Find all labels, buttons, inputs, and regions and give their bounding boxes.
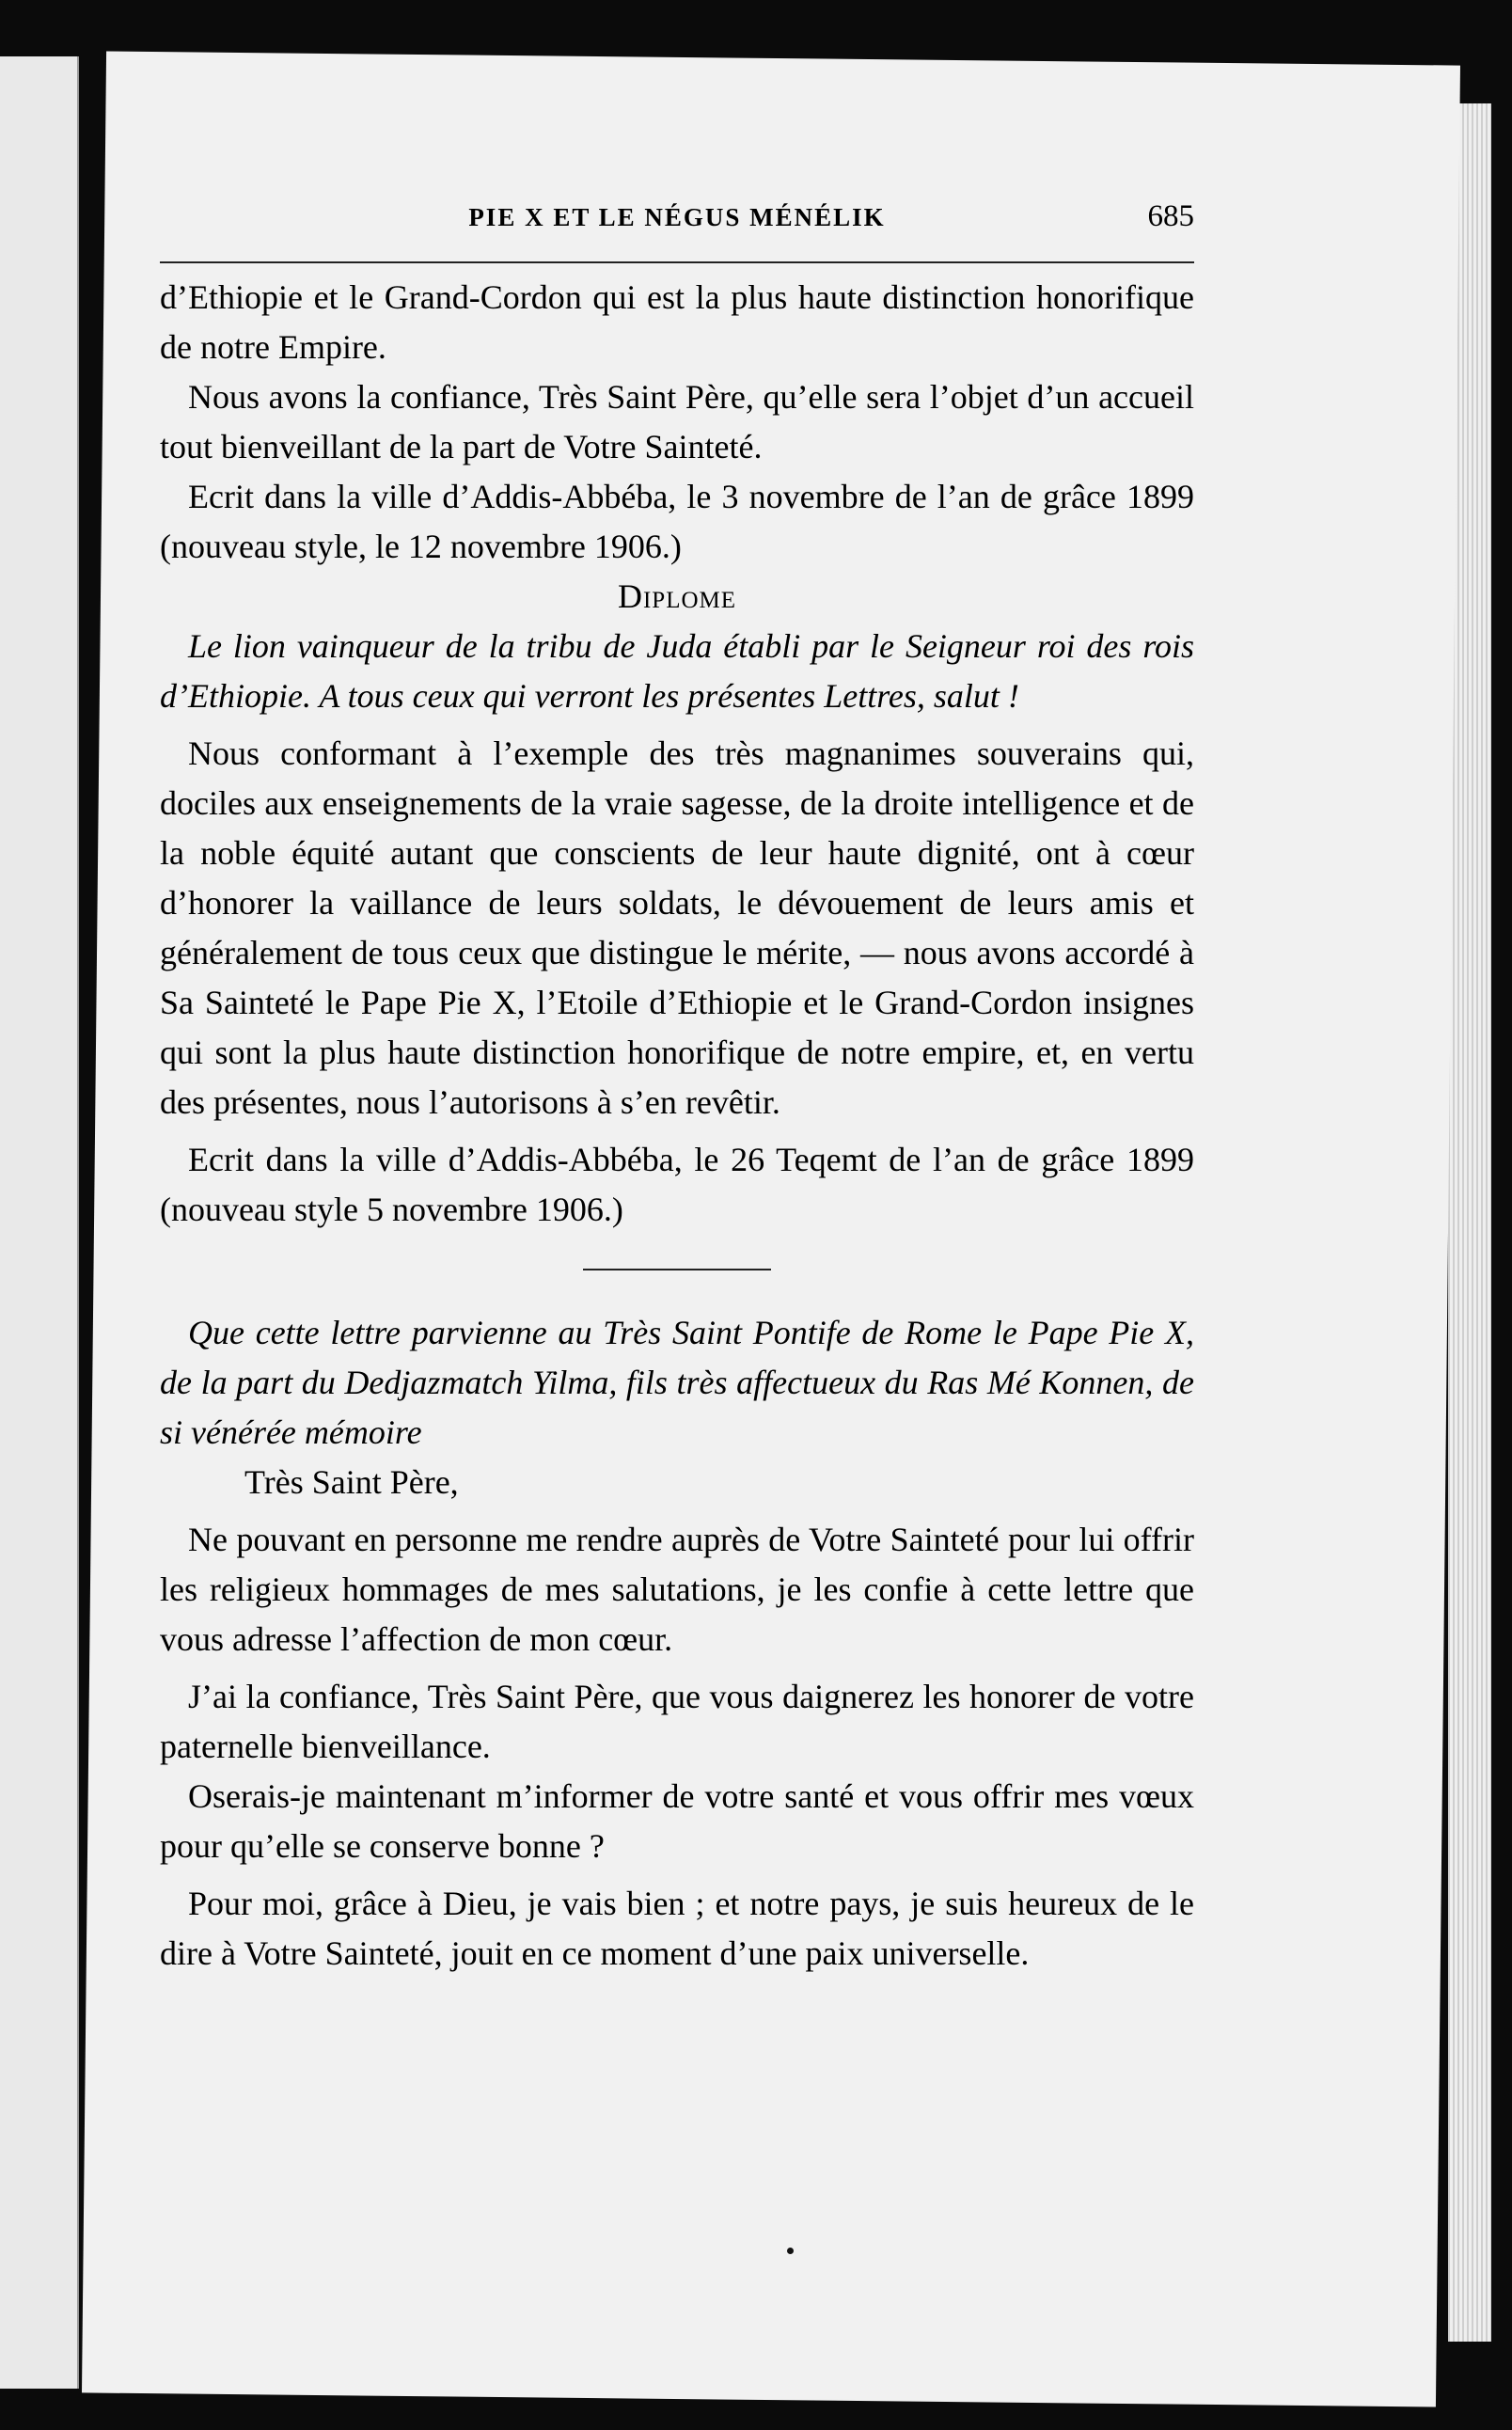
paragraph: Ne pouvant en personne me rendre auprès de Votre Sainteté pour lui offrir les religieux hommages de mes salutations, je les confie à cette lettre que vous adresse l’affection de mon cœur. [160,1521,1194,1658]
paragraph: Nous conformant à l’exemple des très magnanimes souverains qui, dociles aux enseignements de la vraie sagesse, de la droite intelligence et de la noble équité autant que conscients de leur haute dignité, ont à cœur d’honorer la vaillance de leurs soldats, le dévouement de leurs amis et généralement de tous ceux que distingue le mérite, — nous avons accordé à Sa Sainteté le Pape Pie X, l’Etoile d’Ethiopie et le Grand-Cordon insignes qui sont la plus haute distinction honorifique de notre empire, et, en vertu des présentes, nous l’autorisons à s’en revêtir. [160,734,1194,1121]
paragraph-continued: d’Ethiopie et le Grand-Cordon qui est la plus haute distinction honorifique de notre Empire. [160,278,1194,366]
ink-dot [787,2248,794,2254]
running-title: PIE X ET LE NÉGUS MÉNÉLIK [468,203,886,231]
page-body [160,273,1194,1979]
paragraph: J’ai la confiance, Très Saint Père, que vous daignerez les honorer de votre paternelle bienveillance. [160,1678,1194,1765]
letter-heading: Que cette lettre parvienne au Très Saint Pontife de Rome le Pape Pie X, de la part du Dedjazmatch Yilma, fils très affectueux du Ras Mé Konnen, de si vénérée mémoire [160,1314,1194,1451]
diplome-intro: Le lion vainqueur de la tribu de Juda établi par le Seigneur roi des rois d’Ethiopie. A tous ceux qui verront les présentes Lettres, salut ! [160,627,1194,715]
page-number: 685 [1147,199,1194,233]
header-rule [160,261,1194,263]
paragraph: Nous avons la confiance, Très Saint Père, qu’elle sera l’objet d’un accueil tout bienveillant de la part de Votre Sainteté. [160,378,1194,465]
facing-page-edge [0,56,79,2389]
paragraph: Ecrit dans la ville d’Addis-Abbéba, le 26 Teqemt de l’an de grâce 1899 (nouveau style 5 novembre 1906.) [160,1141,1194,1228]
paragraph: Pour moi, grâce à Dieu, je vais bien ; et notre pays, je suis heureux de le dire à Votre Sainteté, jouit en ce moment d’une paix universelle. [160,1885,1194,1972]
section-title: Diplome [617,577,737,615]
page-header [160,197,1194,254]
paragraph: Oserais-je maintenant m’informer de votre santé et vous offrir mes vœux pour qu’elle se conserve bonne ? [160,1777,1194,1865]
paragraph: Ecrit dans la ville d’Addis-Abbéba, le 3 novembre de l’an de grâce 1899 (nouveau style, le 12 novembre 1906.) [160,478,1194,565]
separator-rule [583,1269,771,1270]
salutation: Très Saint Père, [244,1463,459,1501]
